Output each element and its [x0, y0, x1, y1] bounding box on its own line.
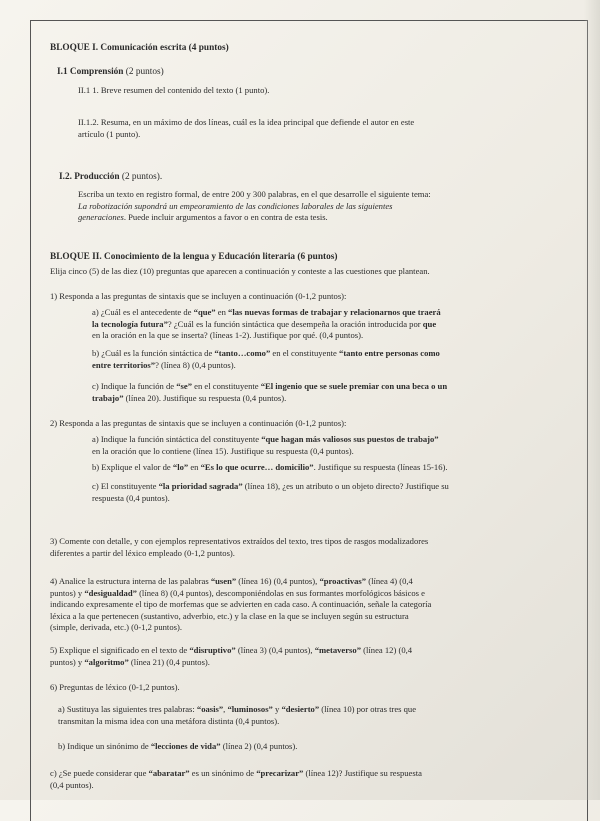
q1b-text3: ? (línea 8) (0,4 puntos).: [155, 359, 236, 370]
q5-metaverso: “metaverso”: [314, 645, 361, 655]
question-1b-line1: [92, 348, 440, 360]
q6a-text2: ,: [223, 704, 228, 714]
question-1b: [92, 348, 440, 371]
q2b-quote: “Es lo que ocurre… domicilio”: [200, 462, 314, 472]
q1c-text1: c) Indique la función de: [92, 381, 177, 391]
q6c-text3: (línea 12)? Justifique su respuesta: [303, 768, 422, 778]
q6b-quote: “lecciones de vida”: [150, 741, 221, 751]
q1a-text2: en: [215, 307, 229, 317]
question-6-title: 6) Preguntas de léxico (0-1,2 puntos).: [50, 682, 180, 692]
section-produccion: [59, 171, 162, 183]
q1c-text2: en el constituyente: [192, 381, 261, 391]
q4-proactivas: “proactivas”: [319, 576, 367, 586]
produccion-topic-end: generaciones: [78, 212, 124, 223]
question-12-line1: II.1.2. Resuma, en un máximo de dos líneas, cuál es la idea principal que defiende el autor en este: [78, 117, 415, 127]
q1a-quote-end: la tecnología futura”: [92, 318, 168, 329]
q2c-text1: c) El constituyente: [92, 481, 159, 491]
question-2a-line1: [92, 434, 439, 446]
question-2c-line2: respuesta (0,4 puntos).: [92, 492, 170, 503]
question-4-line4: léxica a la que pertenecen (sustantivo, adverbio, etc.) y la clase en la que se incluyen según su estructura: [50, 610, 409, 621]
q2b-text2: en: [188, 462, 201, 472]
q1a-que: “que”: [193, 307, 216, 317]
question-12-line2: artículo (1 punto).: [78, 128, 141, 139]
q5-text5: (línea 21) (0,4 puntos).: [128, 656, 210, 667]
bloque2-intro: Elija cinco (5) de las diez (10) preguntas que aparecen a continuación y conteste a las cuestiones que plantean.: [50, 266, 430, 276]
q2b-text1: b) Explique el valor de: [92, 462, 173, 472]
question-5-line1: [50, 645, 412, 657]
q5-disruptivo: “disruptivo”: [189, 645, 236, 655]
q1c-quote: “El ingenio que se suele premiar con una beca o un: [260, 381, 448, 391]
question-1c: [92, 381, 447, 404]
q4-text2: (línea 16) (0,4 puntos),: [236, 576, 320, 586]
question-2-title: 2) Responda a las preguntas de sintaxis que se incluyen a continuación (0-1,2 puntos):: [50, 418, 347, 428]
q6c-text2: es un sinónimo de: [189, 768, 257, 778]
q6a-text3: y: [272, 704, 282, 714]
q6c-text1: c) ¿Se puede considerar que: [50, 768, 149, 778]
question-2a: [92, 434, 439, 457]
q2b-text3: . Justifique su respuesta (líneas 15-16).: [313, 462, 448, 472]
section-comprension-points: (2 puntos): [123, 67, 164, 77]
q5-text1: 5) Explique el significado en el texto de: [50, 645, 190, 655]
q4-text5: (línea 8) (0,4 puntos), descomponiéndolas en sus formantes morfológicos básicos e: [136, 587, 425, 598]
question-4-line5: (simple, derivada, etc.) (0-1,2 puntos).: [50, 622, 182, 633]
q4-desigualdad: “desigualdad”: [84, 587, 137, 598]
section-comprension: [57, 66, 164, 78]
question-5-line2: [50, 657, 412, 669]
q1c-quote-end: trabajo”: [92, 392, 124, 403]
question-4-line3: indicando expresamente el tipo de morfemas que se advierten en cada caso. A continuación, señale la categoría: [50, 599, 432, 610]
question-6b-line1: [58, 741, 297, 753]
q5-text2: (línea 3) (0,4 puntos),: [235, 645, 315, 655]
question-1-title: 1) Responda a las preguntas de sintaxis que se incluyen a continuación (0-1,2 puntos):: [50, 291, 347, 301]
question-3-line2: diferentes a partir del léxico empleado (0-1,2 puntos).: [50, 547, 235, 558]
question-2c: [92, 481, 449, 504]
q6a-desierto: “desierto”: [281, 704, 320, 714]
q6b-text2: (línea 2) (0,4 puntos).: [220, 741, 298, 751]
section-comprension-title: I.1 Comprensión: [57, 67, 124, 77]
q6a-text4: (línea 10) por otras tres que: [319, 704, 417, 714]
question-6a-line1: [58, 704, 416, 716]
q2a-text1: a) Indique la función sintáctica del constituyente: [92, 434, 262, 444]
q1a-text1: a) ¿Cuál es el antecedente de: [92, 307, 194, 317]
question-6b: [58, 741, 297, 753]
q1c-se: “se”: [176, 381, 192, 391]
produccion-line1: Escriba un texto en registro formal, de entre 200 y 300 palabras, en el que desarrolle el siguiente tema:: [78, 189, 431, 199]
q6b-text1: b) Indique un sinónimo de: [58, 741, 151, 751]
q6a-text1: a) Sustituya las siguientes tres palabras:: [58, 704, 197, 714]
bloque2-heading: BLOQUE II. Conocimiento de la lengua y Educación literaria (6 puntos): [50, 252, 338, 262]
q1b-text2: en el constituyente: [270, 348, 340, 358]
q6a-oasis: “oasis”: [196, 704, 224, 714]
question-6c: [50, 768, 422, 791]
bloque1-heading: BLOQUE I. Comunicación escrita (4 puntos): [50, 43, 229, 53]
q4-usen: “usen”: [210, 576, 237, 586]
q5-text3: (línea 12) (0,4: [361, 645, 413, 655]
q5-text4: puntos) y: [50, 656, 85, 667]
q4-text3: (línea 4) (0,4: [366, 576, 413, 586]
q1c-text3: (línea 20). Justifique su respuesta (0,4 puntos).: [123, 392, 287, 403]
q4-text4: puntos) y: [50, 587, 85, 598]
question-2a-line2: en la oración que lo contiene (línea 15). Justifique su respuesta (0,4 puntos).: [92, 445, 354, 456]
question-2c-line1: [92, 481, 449, 493]
q6c-abaratar: “abaratar”: [148, 768, 190, 778]
q5-algoritmo: “algoritmo”: [84, 656, 129, 667]
page-edge-shadow: [584, 0, 600, 800]
question-6c-line1: [50, 768, 422, 780]
question-3: [50, 536, 428, 559]
produccion-topic-line1: La robotización supondrá un empeoramiento de las condiciones laborales de las siguientes: [78, 200, 393, 211]
question-6c-line2: (0,4 puntos).: [50, 779, 94, 790]
question-4: [50, 576, 431, 634]
question-6a: [58, 704, 416, 727]
question-1a-line2: [92, 319, 441, 331]
question-1b-line2: [92, 360, 440, 372]
q6a-luminosos: “luminosos”: [227, 704, 273, 714]
question-4-line2: [50, 588, 431, 600]
question-1a: [92, 307, 441, 342]
section-produccion-points: (2 puntos).: [119, 172, 163, 182]
question-12: [78, 117, 414, 140]
question-2b-line1: [92, 462, 448, 474]
question-2b: [92, 462, 448, 474]
q2a-quote: “que hagan más valiosos sus puestos de trabajo”: [261, 434, 439, 444]
question-11: II.1 1. Breve resumen del contenido del texto (1 punto).: [78, 85, 270, 95]
q4-text1: 4) Analice la estructura interna de las palabras: [50, 576, 211, 586]
q1a-que2: que: [422, 318, 437, 329]
q1b-tanto: “tanto…como”: [214, 348, 271, 358]
question-5: [50, 645, 412, 668]
q1b-quote-end: entre territorios”: [92, 359, 156, 370]
section-produccion-title: I.2. Producción: [59, 172, 120, 182]
q1a-quote: “las nuevas formas de trabajar y relacionarnos que traerá: [228, 307, 441, 317]
q2c-quote: “la prioridad sagrada”: [158, 481, 243, 491]
question-3-line1: 3) Comente con detalle, y con ejemplos representativos extraídos del texto, tres tipos de rasgos modalizadores: [50, 536, 429, 546]
question-1a-line3: en la oración en la que se inserta? (líneas 1-2). Justifique por qué. (0,4 puntos).: [92, 330, 364, 341]
question-1c-line2: [92, 393, 447, 405]
q1b-text1: b) ¿Cuál es la función sintáctica de: [92, 348, 215, 358]
produccion-prompt: [78, 189, 431, 224]
question-1a-line1: [92, 307, 441, 319]
question-6a-line2: transmitan la misma idea con una metáfora distinta (0,4 puntos).: [58, 715, 280, 726]
q6c-precarizar: “precarizar”: [256, 768, 304, 778]
q1a-text3: ? ¿Cuál es la función sintáctica que desempeña la oración introducida por: [167, 318, 423, 329]
question-4-line1: [50, 576, 431, 588]
q1b-quote: “tanto entre personas como: [339, 348, 440, 358]
question-1c-line1: [92, 381, 447, 393]
produccion-topic-note: . Puede incluir argumentos a favor o en contra de esta tesis.: [123, 212, 328, 223]
q2c-text2: (línea 18), ¿es un atributo o un objeto directo? Justifique su: [242, 481, 449, 491]
produccion-topic-line2: [78, 212, 431, 224]
q2b-lo: “lo”: [172, 462, 189, 472]
